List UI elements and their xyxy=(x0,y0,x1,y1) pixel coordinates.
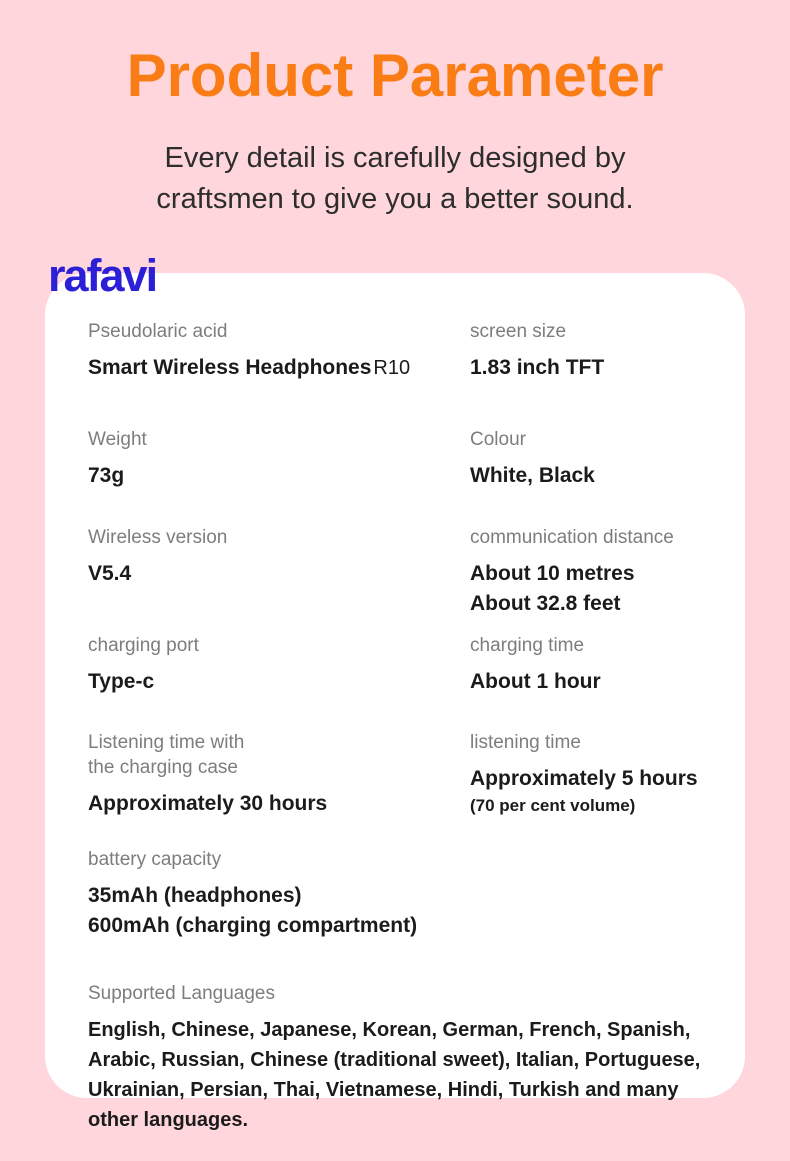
brand-logo: rafavi xyxy=(48,250,157,301)
spec-row-product-name xyxy=(88,319,723,383)
subtitle-line-1: Every detail is carefully designed by xyxy=(164,142,626,174)
spec-cell-charging-time xyxy=(470,633,723,697)
spec-cell-wireless-version xyxy=(88,525,470,619)
spec-row-wireless-distance xyxy=(88,525,723,619)
listening-case-label-line-1: Listening time with xyxy=(88,732,245,753)
spec-label-wireless-version: Wireless version xyxy=(88,527,228,548)
spec-value-colour: White, Black xyxy=(470,464,595,487)
spec-value-wireless-version: V5.4 xyxy=(88,562,132,585)
spec-card xyxy=(45,273,745,1131)
spec-value-screen-size: 1.83 inch TFT xyxy=(470,356,605,379)
subtitle-line-2: craftsmen to give you a better sound. xyxy=(156,183,634,215)
spec-cell-listening-time xyxy=(470,730,723,819)
page-header xyxy=(0,0,790,220)
spec-cell-listening-time-case xyxy=(88,730,470,819)
page-title: Product Parameter xyxy=(126,42,664,109)
spec-label-charging-port: charging port xyxy=(88,635,199,656)
spec-label-listening-time: listening time xyxy=(470,732,581,753)
spec-label-battery-capacity: battery capacity xyxy=(88,849,222,870)
spec-label-communication-distance: communication distance xyxy=(470,527,674,548)
spec-cell-screen-size xyxy=(470,319,723,383)
spec-value-listening-time: Approximately 5 hours xyxy=(470,767,698,790)
spec-cell-supported-languages xyxy=(88,981,723,1135)
spec-value-supported-languages: English, Chinese, Japanese, Korean, German, French, Spanish, Arabic, Russian, Chinese (traditional sweet), Italian, Portuguese, Ukrainian, Persian, Thai, Vietnamese, Hindi, Turkish and many other languages. xyxy=(88,1019,701,1131)
spec-cell-charging-port xyxy=(88,633,470,697)
product-name-text: Smart Wireless Headphones xyxy=(88,356,372,379)
listening-case-label-line-2: the charging case xyxy=(88,757,238,778)
spec-value-charging-port: Type-c xyxy=(88,670,155,693)
spec-row-battery xyxy=(88,847,723,941)
spec-value-communication-distance xyxy=(470,559,723,619)
spec-value-product-name xyxy=(88,353,470,383)
spec-row-weight-colour xyxy=(88,427,723,491)
spec-row-languages xyxy=(88,981,723,1135)
spec-value-weight: 73g xyxy=(88,464,125,487)
spec-cell-communication-distance xyxy=(470,525,723,619)
spec-row-charging xyxy=(88,633,723,697)
spec-label-product-name: Pseudolaric acid xyxy=(88,321,228,342)
spec-value-battery-capacity xyxy=(88,881,470,941)
spec-label-charging-time: charging time xyxy=(470,635,585,656)
spec-cell-weight xyxy=(88,427,470,491)
spec-label-listening-time-case xyxy=(88,730,470,780)
spec-cell-battery-capacity xyxy=(88,847,470,941)
communication-distance-line-2: About 32.8 feet xyxy=(470,592,621,615)
spec-cell-colour xyxy=(470,427,723,491)
product-model-suffix: R10 xyxy=(373,357,411,379)
spec-label-weight: Weight xyxy=(88,429,147,450)
spec-cell-product-name xyxy=(88,319,470,383)
communication-distance-line-1: About 10 metres xyxy=(470,562,635,585)
spec-row-listening-time xyxy=(88,730,723,819)
battery-capacity-line-1: 35mAh (headphones) xyxy=(88,884,302,907)
spec-label-colour: Colour xyxy=(470,429,526,450)
spec-label-screen-size: screen size xyxy=(470,321,567,342)
spec-value-charging-time: About 1 hour xyxy=(470,670,601,693)
page-subtitle xyxy=(0,138,790,220)
battery-capacity-line-2: 600mAh (charging compartment) xyxy=(88,914,418,937)
spec-label-supported-languages: Supported Languages xyxy=(88,983,275,1004)
spec-note-listening-time: (70 per cent volume) xyxy=(470,796,636,815)
spec-value-listening-time-case: Approximately 30 hours xyxy=(88,792,328,815)
spec-cell-battery-spacer xyxy=(470,847,723,941)
